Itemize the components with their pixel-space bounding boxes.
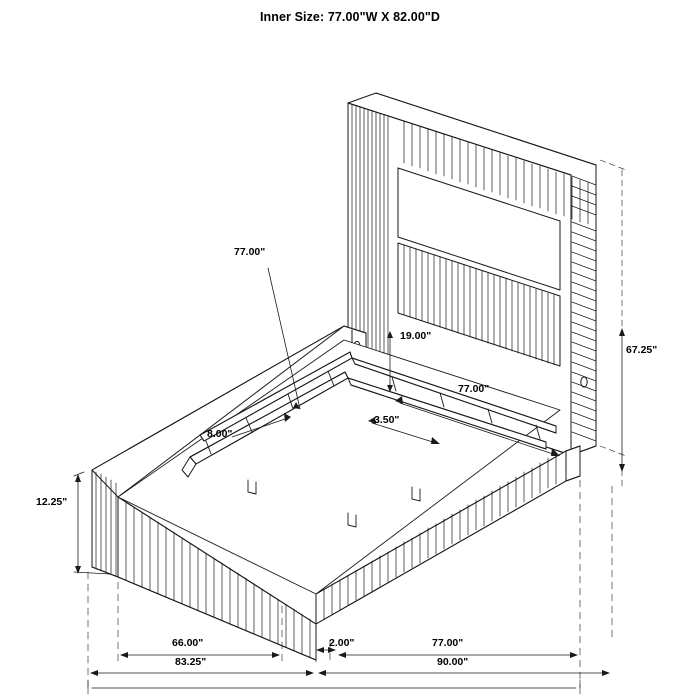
dim-label-67-25: 67.25" [626, 344, 658, 356]
dim-label-slat-77: 77.00" [234, 246, 266, 258]
dim-label-inner-77: 77.00" [458, 383, 490, 395]
dim-label-19: 19.00" [400, 330, 432, 342]
dim-label-90: 90.00" [437, 656, 469, 668]
dim-label-66: 66.00" [172, 637, 204, 649]
dim-label-8: 8.00" [207, 428, 233, 440]
dim-label-3-50: 3.50" [374, 414, 400, 426]
dim-label-2: 2.00" [329, 637, 355, 649]
dim-label-bottom-77: 77.00" [432, 637, 464, 649]
dim-label-83-25: 83.25" [175, 656, 207, 668]
dim-label-12-25: 12.25" [36, 496, 68, 508]
page-title: Inner Size: 77.00"W X 82.00"D [259, 10, 441, 24]
